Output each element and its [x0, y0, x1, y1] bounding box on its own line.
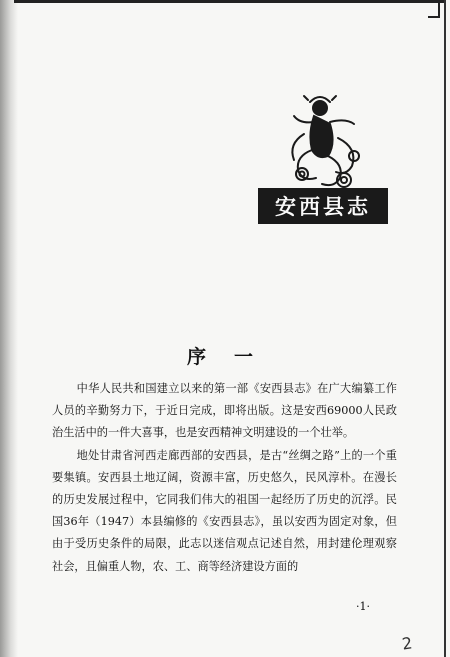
county-gazetteer-banner [258, 188, 388, 224]
paragraph-1: 中华人民共和国建立以来的第一部《安西县志》在广大编纂工作人员的辛勤努力下，于近日完成，即将出版。这是安西69000人民政治生活中的一件大喜事，也是安西精神文明建设的一个壮举。 [52, 382, 397, 440]
corner-fold-mark [428, 2, 440, 18]
paragraph-2: 地处甘肃省河西走廊西部的安西县，是古“丝绸之路”上的一个重要集镇。安西县土地辽阔，资源丰富，历史悠久，民风淳朴。在漫长的历史发展过程中，它同我们伟大的祖国一起经历了历史的沉浮。民国36年（1947）本县编修的《安西县志》，虽以安西为固定对象，但由于受历史条件的局限，此志以迷信观点记述自然，用封建伦理观察社会，且偏重人物，农、工、商等经济建设方面的 [52, 448, 397, 573]
section-title: 序一 [186, 346, 281, 368]
page-right-edge [444, 0, 446, 657]
page-binding-shadow [0, 0, 18, 657]
body-text [52, 378, 397, 578]
banner-title: 安西县志 [275, 195, 371, 219]
page-number: ·1· [356, 600, 370, 613]
page-top-edge [14, 0, 444, 3]
flying-apsara-icon [284, 94, 364, 190]
handwritten-page-mark: 2 [400, 633, 414, 654]
